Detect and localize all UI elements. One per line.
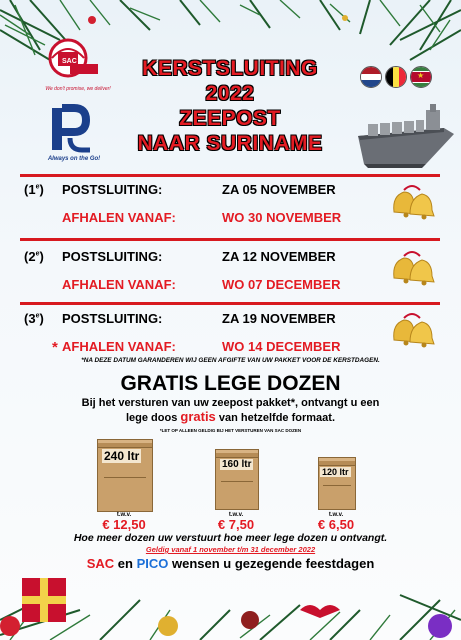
box-twv: t.w.v. (228, 512, 244, 518)
box-twv: t.w.v. (328, 512, 344, 518)
gratis-title: GRATIS LEGE DOZEN (120, 372, 341, 395)
postsluiting-date: ZA 12 NOVEMBER (222, 249, 336, 264)
box-capacity: 120 ltr (322, 467, 349, 477)
wish-en: en (117, 556, 133, 571)
round-1-number: (1e) (24, 182, 44, 197)
title-line-2: 2022 (205, 82, 255, 105)
belgium-flag-icon (385, 66, 407, 88)
gratis-line-2: lege doos gratis van hetzelfde formaat. (125, 409, 335, 424)
postsluiting-label: POSTSLUITING: (62, 311, 163, 326)
container-ship-image (356, 98, 456, 168)
asterisk-marker: * (52, 339, 58, 356)
postsluiting-date: ZA 05 NOVEMBER (222, 182, 336, 197)
section-divider (20, 302, 440, 305)
flag-group (360, 66, 452, 88)
box-price: € 12,50 (102, 517, 146, 532)
title-line-4: NAAR SURINAME (137, 132, 323, 155)
sac-tagline: We don't promise, we deliver! (45, 86, 111, 92)
postsluiting-date: ZA 19 NOVEMBER (222, 311, 336, 326)
wish-rest: wensen u gezegende feestdagen (172, 556, 375, 571)
afhalen-date: WO 30 NOVEMBER (222, 210, 342, 225)
box-price: € 6,50 (317, 517, 355, 532)
title-line-1: KERSTSLUITING (142, 57, 318, 80)
afhalen-label: AFHALEN VANAF: (62, 339, 176, 354)
suriname-flag-icon: ★ (410, 66, 432, 88)
pico-tagline: Always on the Go! (47, 156, 101, 162)
postsluiting-label: POSTSLUITING: (62, 249, 163, 264)
christmas-bells-icon (386, 310, 438, 350)
gratis-highlight: gratis (180, 409, 216, 424)
box-price: € 7,50 (217, 517, 255, 532)
box-160 (215, 452, 259, 510)
sac-logo (40, 36, 111, 100)
validity-text: Geldig vanaf 1 november t/m 31 december 2022 (145, 545, 316, 554)
section-divider (20, 174, 440, 177)
more-boxes-text: Hoe meer dozen uw verstuurt hoe meer lege dozen u ontvangt. (73, 532, 388, 544)
box-twv: t.w.v. (116, 512, 132, 518)
wish-pico: PICO (136, 556, 169, 571)
box-capacity: 160 ltr (222, 459, 252, 470)
christmas-bells-icon (386, 182, 438, 222)
afhalen-label: AFHALEN VANAF: (62, 277, 176, 292)
box-120 (318, 460, 356, 510)
netherlands-flag-icon (360, 66, 382, 88)
disclaimer-note: *NA DEZE DATUM GARANDEREN WIJ GEEN AFGIFTE VAN UW PAKKET VOOR DE KERSTDAGEN. (81, 357, 380, 364)
gratis-line-1: Bij het versturen van uw zeepost pakket*, ontvangt u een (81, 397, 380, 409)
gratis-footnote: *LET OP ALLEEN GELDIG BIJ HET VERSTUREN VAN SAC DOZEN (159, 428, 302, 433)
round-3-number: (3e) (24, 311, 44, 326)
round-2-number: (2e) (24, 249, 44, 264)
afhalen-date: WO 14 DECEMBER (222, 339, 341, 354)
sac-logo-graphic (40, 36, 106, 86)
svg-text:SAC: SAC (62, 58, 77, 65)
section-divider (20, 238, 440, 241)
christmas-decorations-bottom (0, 560, 461, 640)
pico-logo (40, 104, 106, 166)
christmas-bells-icon (386, 248, 438, 288)
gratis-description (20, 396, 441, 425)
title-line-3: ZEEPOST (179, 107, 281, 130)
afhalen-label: AFHALEN VANAF: (62, 210, 176, 225)
page-title (110, 56, 350, 156)
box-capacity: 240 ltr (104, 449, 140, 463)
box-240 (97, 442, 153, 512)
afhalen-date: WO 07 DECEMBER (222, 277, 341, 292)
wish-sac: SAC (86, 556, 115, 571)
postsluiting-label: POSTSLUITING: (62, 182, 163, 197)
pico-logo-graphic (40, 104, 106, 154)
